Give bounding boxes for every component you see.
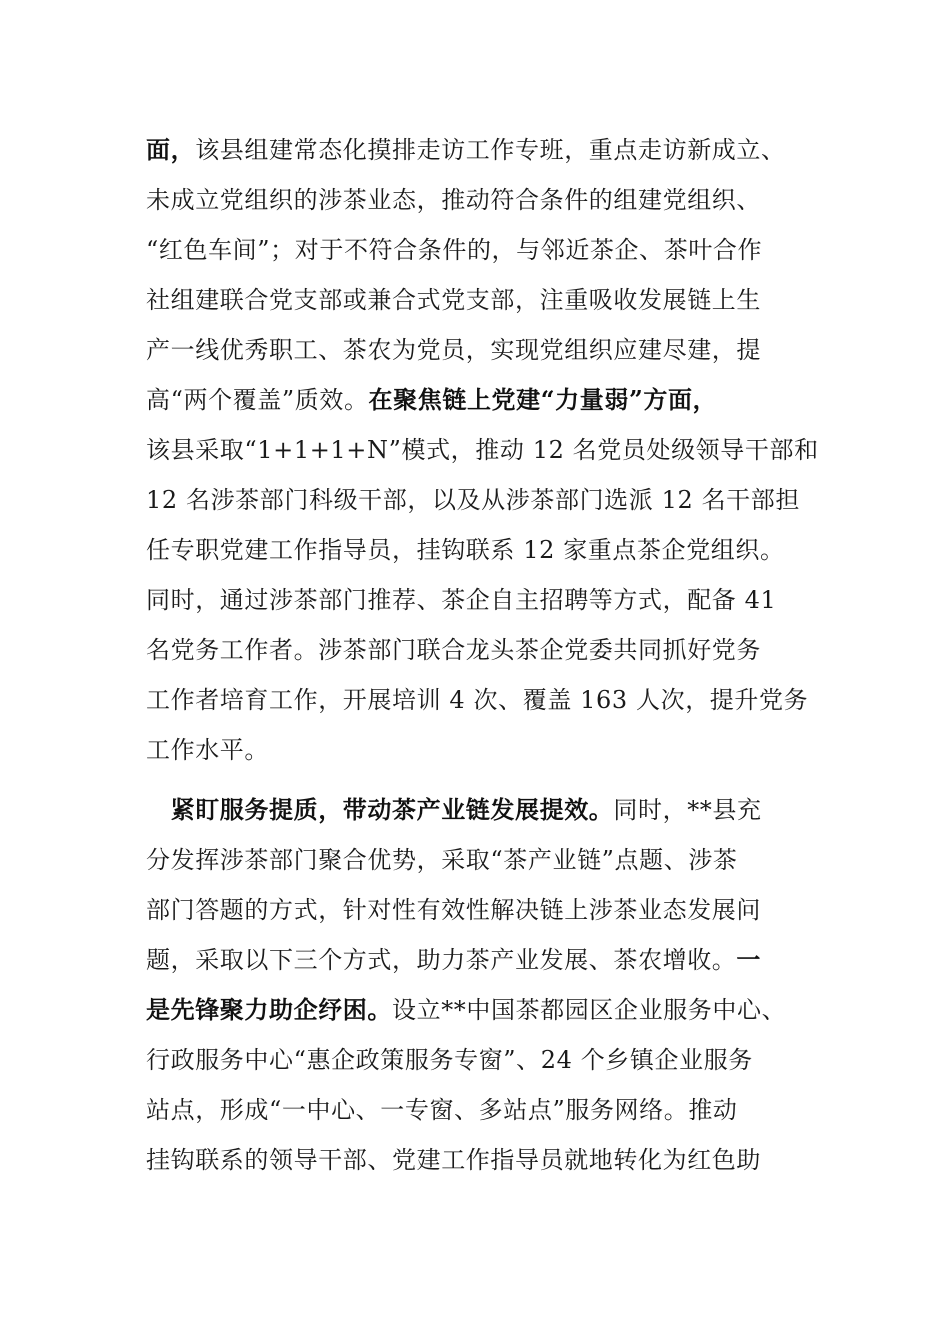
text-segment: 题，采取以下三个方式，助力茶产业发展、茶农增收。: [146, 946, 737, 974]
text-line: [146, 1035, 826, 1085]
text-segment: 产一线优秀职工、茶农为党员，实现党组织应建尽建，提: [146, 336, 761, 364]
text-line: [146, 725, 826, 775]
text-segment: 社组建联合党支部或兼合式党支部，注重吸收发展链上生: [146, 286, 761, 314]
text-segment: 行政服务中心“惠企政策服务专窗”、24 个乡镇企业服务: [146, 1046, 753, 1074]
bold-text-segment: 在聚焦链上党建“力量弱”方面，: [368, 385, 718, 414]
text-segment: “红色车间”；对于不符合条件的，与邻近茶企、茶叶合作: [146, 236, 763, 264]
text-line: [146, 1085, 826, 1135]
text-segment: 任专职党建工作指导员，挂钩联系 12 家重点茶企党组织。: [146, 536, 785, 564]
bold-text-segment: 紧盯服务提质，带动茶产业链发展提效。: [146, 795, 614, 824]
text-line: [146, 625, 826, 675]
paragraph-service-quality: [146, 785, 826, 1185]
text-line: [146, 525, 826, 575]
text-line: [146, 785, 826, 835]
text-segment: 同时，通过涉茶部门推荐、茶企自主招聘等方式，配备 41: [146, 586, 777, 614]
text-line: [146, 1135, 826, 1185]
text-segment: 高“两个覆盖”质效。: [146, 386, 369, 414]
text-segment: 设立**中国茶都园区企业服务中心、: [392, 996, 787, 1024]
text-line: [146, 575, 826, 625]
bold-text-segment: 是先锋聚力助企纾困。: [146, 995, 392, 1024]
text-line: [146, 375, 826, 425]
bold-text-segment: 一: [736, 945, 762, 974]
text-line: [146, 275, 826, 325]
text-line: [146, 835, 826, 885]
text-line: [146, 325, 826, 375]
bold-text-segment: 面，: [146, 135, 196, 164]
text-segment: 该县组建常态化摸排走访工作专班，重点走访新成立、: [195, 136, 786, 164]
text-line: [146, 885, 826, 935]
text-line: [146, 225, 826, 275]
text-line: [146, 935, 826, 985]
text-segment: 工作水平。: [146, 736, 269, 764]
text-segment: 同时，**县充: [613, 796, 762, 824]
paragraph-party-building: [146, 125, 826, 775]
text-line: [146, 125, 826, 175]
text-segment: 名党务工作者。涉茶部门联合龙头茶企党委共同抓好党务: [146, 636, 761, 664]
text-segment: 12 名涉茶部门科级干部，以及从涉茶部门选派 12 名干部担: [146, 486, 800, 514]
text-segment: 该县采取“1+1+1+N”模式，推动 12 名党员处级领导干部和: [146, 436, 819, 464]
text-segment: 未成立党组织的涉茶业态，推动符合条件的组建党组织、: [146, 186, 761, 214]
text-line: [146, 175, 826, 225]
text-line: [146, 985, 826, 1035]
text-line: [146, 425, 826, 475]
text-segment: 部门答题的方式，针对性有效性解决链上涉茶业态发展问: [146, 896, 761, 924]
text-segment: 挂钩联系的领导干部、党建工作指导员就地转化为红色助: [146, 1146, 761, 1174]
text-segment: 工作者培育工作，开展培训 4 次、覆盖 163 人次，提升党务: [146, 686, 809, 714]
text-segment: 站点，形成“一中心、一专窗、多站点”服务网络。推动: [146, 1096, 738, 1124]
text-line: [146, 675, 826, 725]
text-segment: 分发挥涉茶部门聚合优势，采取“茶产业链”点题、涉茶: [146, 846, 738, 874]
text-line: [146, 475, 826, 525]
